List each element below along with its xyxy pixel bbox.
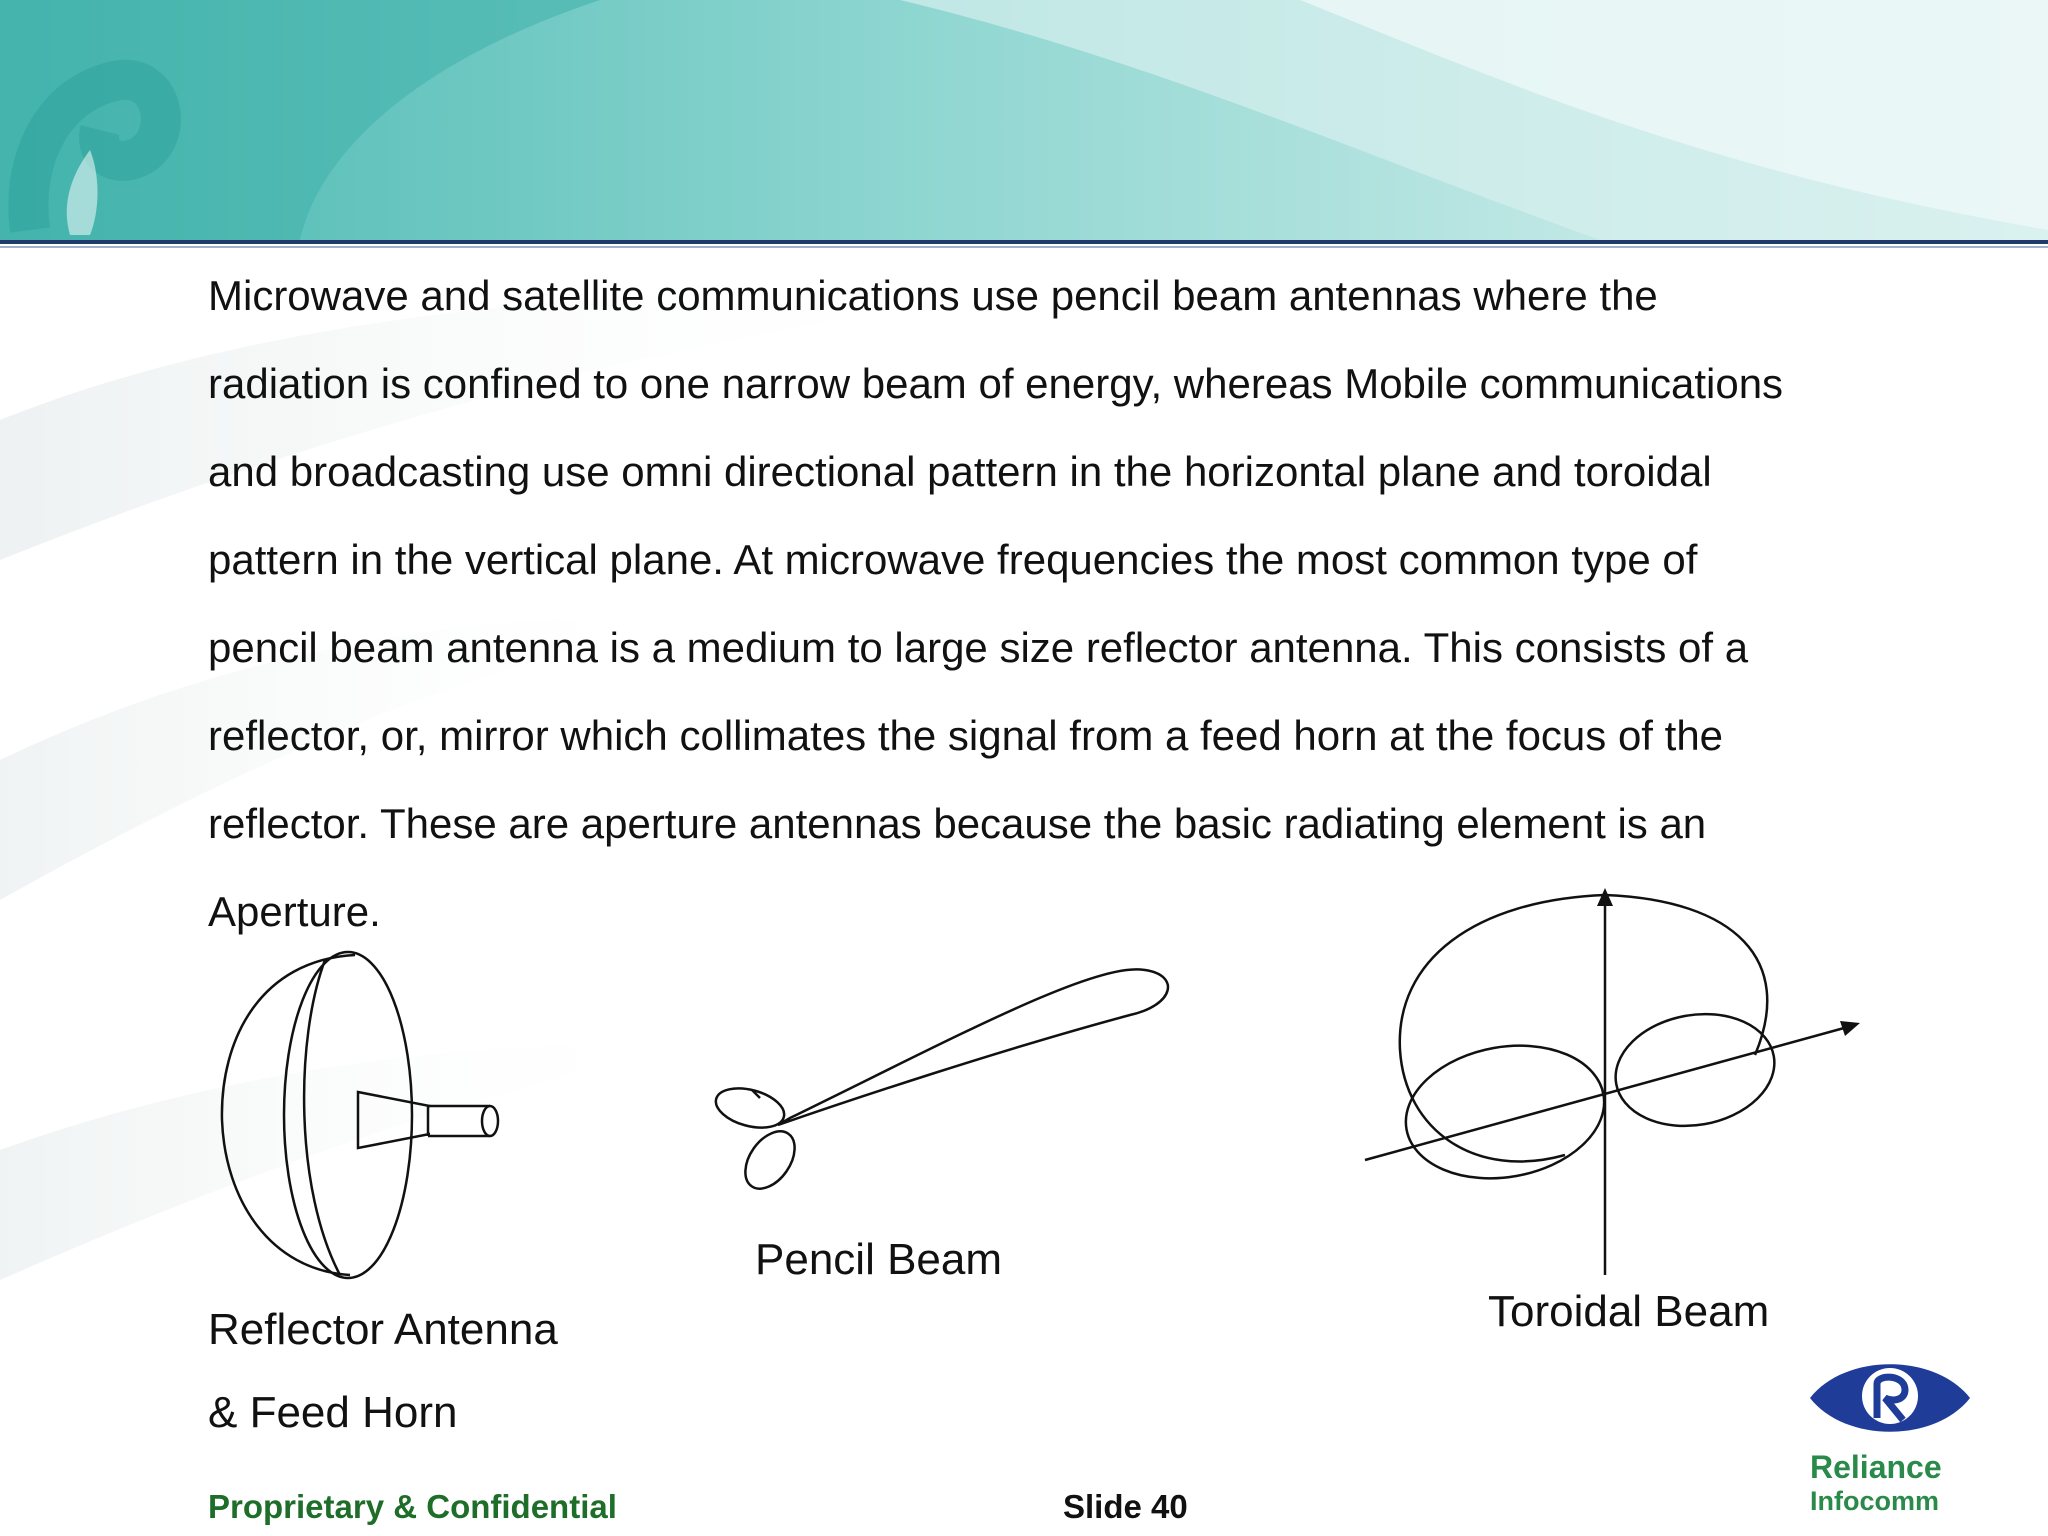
body-line: and broadcasting use omni directional pattern in the horizontal plane and toroidal (208, 448, 1712, 495)
footer-confidential: Proprietary & Confidential (208, 1488, 617, 1525)
body-line: radiation is confined to one narrow beam of energy, whereas Mobile communications (208, 360, 1784, 407)
reflector-caption-line2: & Feed Horn (208, 1388, 458, 1437)
vertical-axis-arrow (1597, 888, 1613, 906)
body-line: Microwave and satellite communications use pencil beam antennas where the (208, 272, 1658, 319)
horizontal-axis-arrow (1840, 1021, 1860, 1036)
horizontal-axis (1365, 1025, 1855, 1160)
pencil-beam-diagram (700, 950, 1180, 1200)
body-line: pattern in the vertical plane. At microwave frequencies the most common type of (208, 536, 1698, 583)
slide-number: 40 (1151, 1488, 1188, 1525)
body-line: reflector. These are aperture antennas because the basic radiating element is an (208, 800, 1707, 847)
main-lobe (778, 969, 1168, 1125)
body-line: reflector, or, mirror which collimates the signal from a feed horn at the focus of the (208, 712, 1724, 759)
toroidal-beam-caption: Toroidal Beam (1488, 1287, 1770, 1336)
logo-wordmark (1810, 1450, 1942, 1518)
slide-label: Slide (1063, 1488, 1142, 1525)
reflector-caption-line1: Reflector Antenna (208, 1305, 558, 1354)
dish-rim-inner (304, 960, 340, 1275)
reliance-eye-logo-icon (1805, 1348, 1975, 1448)
toroid-left-lobe (1395, 1031, 1615, 1194)
body-line: pencil beam antenna is a medium to large size reflector antenna. This consists of a (208, 624, 1749, 671)
reflector-antenna-diagram (200, 940, 520, 1290)
logo-line1: Reliance (1810, 1449, 1942, 1485)
body-paragraph (208, 252, 1958, 956)
back-lobe (735, 1122, 804, 1197)
logo-line2: Infocomm (1810, 1486, 1940, 1516)
dish-back-outline (222, 955, 355, 1275)
toroidal-beam-diagram (1355, 880, 1875, 1280)
body-line: Aperture. (208, 888, 381, 935)
footer-slide-label (1063, 1488, 1188, 1526)
side-lobe (712, 1082, 789, 1135)
pencil-beam-caption: Pencil Beam (755, 1235, 1003, 1284)
